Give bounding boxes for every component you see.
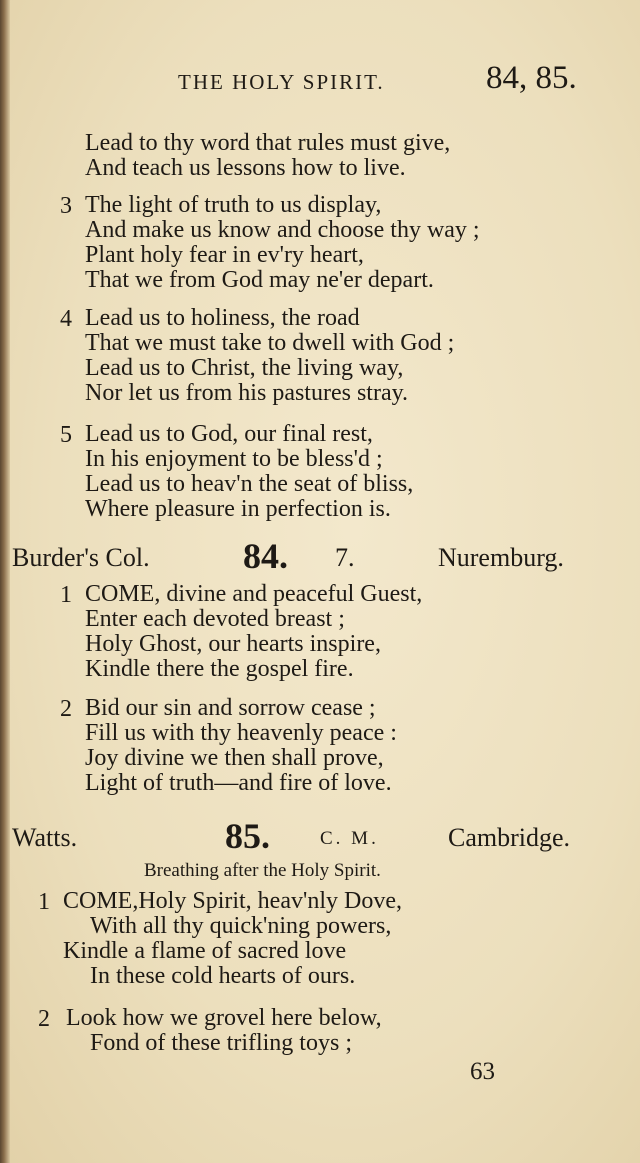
verse-line: Lead us to heav'n the seat of bliss, (85, 471, 414, 497)
verse-line: And make us know and choose thy way ; (85, 217, 480, 243)
verse-line: COME, divine and peaceful Guest, (85, 581, 423, 607)
verse-line: That we from God may ne'er depart. (85, 267, 434, 293)
verse-number: 2 (38, 1006, 50, 1032)
book-spine (0, 0, 10, 1163)
running-head-title: THE HOLY SPIRIT. (178, 70, 385, 94)
hymn-source: Watts. (12, 823, 78, 852)
verse-line: Kindle a flame of sacred love (63, 938, 347, 964)
hymn-tune: Cambridge. (448, 823, 571, 852)
hymn-source: Burder's Col. (12, 543, 150, 572)
hymn-meter: C. M. (320, 828, 379, 849)
verse-line: Bid our sin and sorrow cease ; (85, 695, 376, 721)
verse-line: Enter each devoted breast ; (85, 606, 345, 632)
hymn-number: 84. (243, 536, 288, 576)
verse-line: Kindle there the gospel fire. (85, 656, 354, 682)
verse-number: 1 (38, 889, 50, 915)
verse-line: Holy Ghost, our hearts inspire, (85, 631, 381, 657)
verse-line: Lead to thy word that rules must give, (85, 130, 451, 156)
verse-line: Look how we grovel here below, (66, 1005, 382, 1031)
verse-line: Nor let us from his pastures stray. (85, 380, 409, 406)
verse-line: With all thy quick'ning powers, (90, 913, 392, 939)
verse-line: In his enjoyment to be bless'd ; (85, 446, 383, 472)
running-head-numbers: 84, 85. (486, 60, 577, 96)
verse-number: 2 (60, 696, 72, 722)
page-number: 63 (470, 1058, 495, 1085)
verse-line: Where pleasure in perfection is. (85, 496, 391, 522)
verse-line: Lead us to Christ, the living way, (85, 355, 404, 381)
verse-line: Plant holy fear in ev'ry heart, (85, 242, 364, 268)
hymn-meter: 7. (335, 543, 355, 572)
verse-line: And teach us lessons how to live. (85, 155, 406, 181)
verse-line: Lead us to God, our final rest, (85, 421, 373, 447)
verse-line: The light of truth to us display, (85, 192, 382, 218)
verse-line: Joy divine we then shall prove, (85, 745, 384, 771)
verse-line: Fond of these trifling toys ; (90, 1030, 352, 1056)
verse-line: Lead us to holiness, the road (85, 305, 360, 331)
verse-line: COME,Holy Spirit, heav'nly Dove, (63, 888, 402, 914)
verse-number: 5 (60, 422, 72, 448)
verse-line: Light of truth—and fire of love. (85, 770, 392, 796)
verse-number: 1 (60, 582, 72, 608)
hymn-tune: Nuremburg. (438, 543, 564, 572)
hymn-number: 85. (225, 816, 270, 856)
verse-number: 4 (60, 306, 72, 332)
verse-number: 3 (60, 193, 72, 219)
verse-line: In these cold hearts of ours. (90, 963, 356, 989)
hymn-subtitle: Breathing after the Holy Spirit. (144, 860, 381, 881)
verse-line: Fill us with thy heavenly peace : (85, 720, 397, 746)
verse-line: That we must take to dwell with God ; (85, 330, 455, 356)
